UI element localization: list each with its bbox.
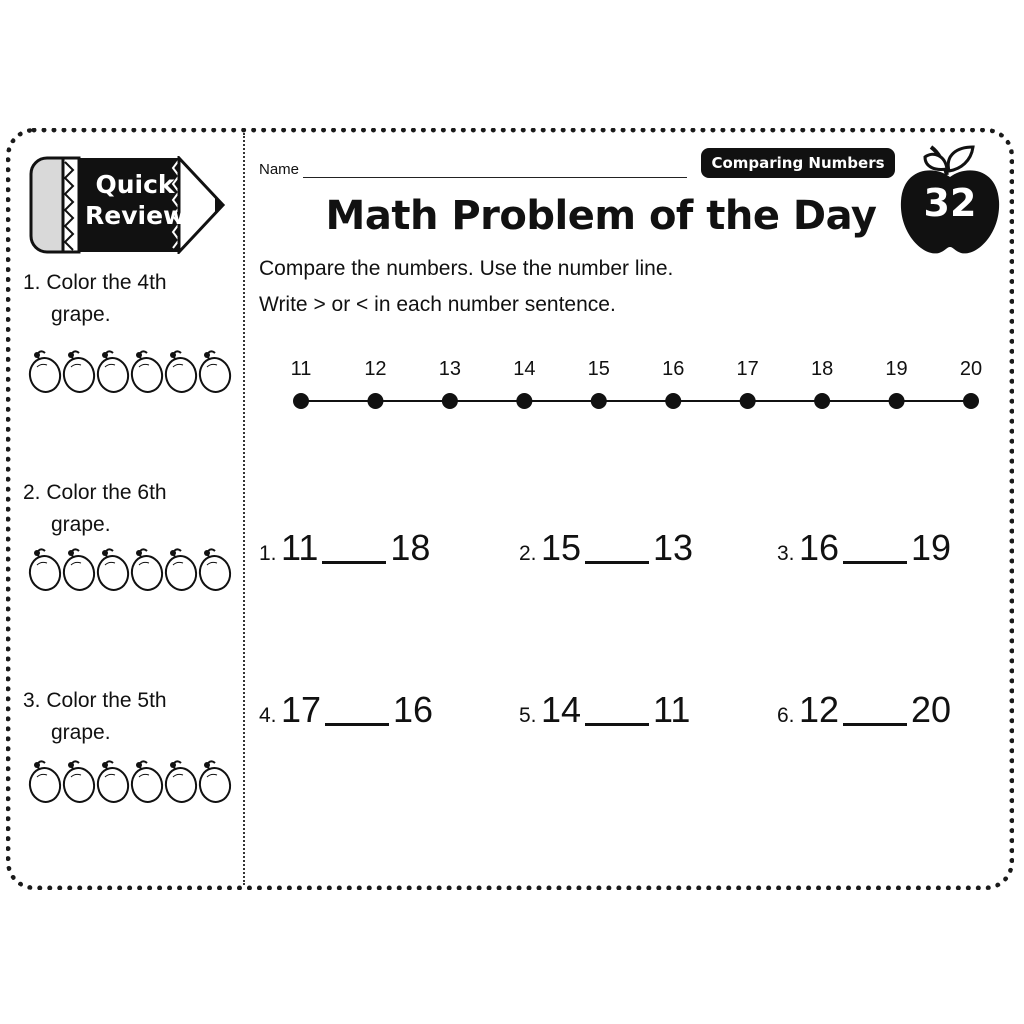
problem-number: 1. — [259, 542, 277, 565]
instruction-1: Compare the numbers. Use the number line. — [259, 257, 674, 280]
number-line-label: 20 — [959, 359, 983, 380]
value-right: 16 — [393, 689, 434, 730]
problem-5 — [519, 689, 690, 731]
grape-icon[interactable] — [197, 351, 233, 394]
grapes-icon — [27, 757, 237, 805]
grape-icon[interactable] — [129, 761, 165, 804]
answer-blank[interactable] — [585, 561, 649, 564]
number-line-label: 12 — [364, 359, 387, 380]
worksheet-card — [6, 128, 1014, 890]
quick-review-question-2 — [23, 477, 167, 541]
name-field[interactable] — [303, 177, 687, 178]
problem-number: 4. — [259, 704, 277, 727]
number-line-label: 14 — [513, 359, 536, 380]
question-text-cont: grape. — [51, 721, 111, 744]
value-left: 17 — [280, 689, 322, 730]
number-line-point — [367, 393, 383, 409]
number-line-label: 18 — [810, 359, 834, 380]
grape-icon[interactable] — [129, 549, 165, 592]
value-right: 20 — [911, 689, 952, 730]
problem-6 — [777, 689, 951, 731]
number-line-point — [814, 393, 830, 409]
topic-badge: Comparing Numbers — [701, 148, 895, 178]
quick-review-question-1 — [23, 267, 167, 331]
grape-row-1[interactable] — [27, 347, 237, 395]
number-line-point — [442, 393, 458, 409]
grape-icon[interactable] — [197, 761, 233, 804]
instruction-2: Write > or < in each number sentence. — [259, 293, 616, 316]
problem-2 — [519, 527, 693, 569]
number-line-point — [740, 393, 756, 409]
grape-icon[interactable] — [129, 351, 165, 394]
number-line-point — [293, 393, 309, 409]
value-right: 13 — [653, 527, 694, 568]
grape-icon[interactable] — [27, 351, 63, 394]
question-text-cont: grape. — [51, 303, 111, 326]
grape-icon[interactable] — [95, 351, 131, 394]
problem-4 — [259, 689, 433, 731]
value-right: 18 — [390, 527, 431, 568]
grapes-icon — [27, 545, 237, 593]
question-text: 2. Color the 6th — [23, 481, 167, 504]
grape-icon[interactable] — [27, 549, 63, 592]
day-number: 32 — [923, 181, 977, 225]
quick-review-badge — [85, 169, 185, 231]
number-line-point — [591, 393, 607, 409]
value-left: 11 — [280, 527, 319, 568]
question-text-cont: grape. — [51, 513, 111, 536]
number-line-point — [516, 393, 532, 409]
grape-icon[interactable] — [95, 761, 131, 804]
grape-icon[interactable] — [27, 761, 63, 804]
grape-icon[interactable] — [163, 761, 199, 804]
value-left: 12 — [798, 689, 840, 730]
answer-blank[interactable] — [585, 723, 649, 726]
problem-number: 5. — [519, 704, 537, 727]
column-divider — [243, 133, 245, 885]
grape-icon[interactable] — [61, 549, 97, 592]
number-line-label: 13 — [438, 359, 462, 380]
value-left: 16 — [798, 527, 840, 568]
quick-review-question-3 — [23, 685, 167, 749]
answer-blank[interactable] — [322, 561, 386, 564]
question-text: 3. Color the 5th — [23, 689, 167, 712]
answer-blank[interactable] — [843, 561, 907, 564]
page-title: Math Problem of the Day — [325, 193, 877, 239]
badge-line-2: Review — [85, 201, 187, 230]
grape-row-2[interactable] — [27, 545, 237, 593]
name-label: Name — [259, 161, 300, 178]
answer-blank[interactable] — [843, 723, 907, 726]
value-right: 19 — [911, 527, 952, 568]
problem-number: 6. — [777, 704, 795, 727]
number-line-label: 11 — [290, 359, 312, 380]
number-line-point — [963, 393, 979, 409]
number-line — [271, 359, 991, 415]
number-line-label: 17 — [736, 359, 759, 380]
question-text: 1. Color the 4th — [23, 271, 167, 294]
grape-icon[interactable] — [163, 549, 199, 592]
grape-icon[interactable] — [163, 351, 199, 394]
grapes-icon — [27, 347, 237, 395]
value-right: 11 — [653, 689, 691, 730]
value-left: 15 — [540, 527, 582, 568]
problem-3 — [777, 527, 951, 569]
badge-line-1: Quick — [95, 170, 175, 199]
number-line-point — [665, 393, 681, 409]
problem-number: 3. — [777, 542, 795, 565]
grape-icon[interactable] — [61, 351, 97, 394]
grape-row-3[interactable] — [27, 757, 237, 805]
grape-icon[interactable] — [197, 549, 233, 592]
problem-1 — [259, 527, 430, 569]
number-line-label: 19 — [885, 359, 908, 380]
number-line-label: 15 — [587, 359, 610, 380]
number-line-point — [889, 393, 905, 409]
number-line-label: 16 — [662, 359, 685, 380]
problem-number: 2. — [519, 542, 537, 565]
answer-blank[interactable] — [325, 723, 389, 726]
grape-icon[interactable] — [61, 761, 97, 804]
grape-icon[interactable] — [95, 549, 131, 592]
value-left: 14 — [540, 689, 582, 730]
